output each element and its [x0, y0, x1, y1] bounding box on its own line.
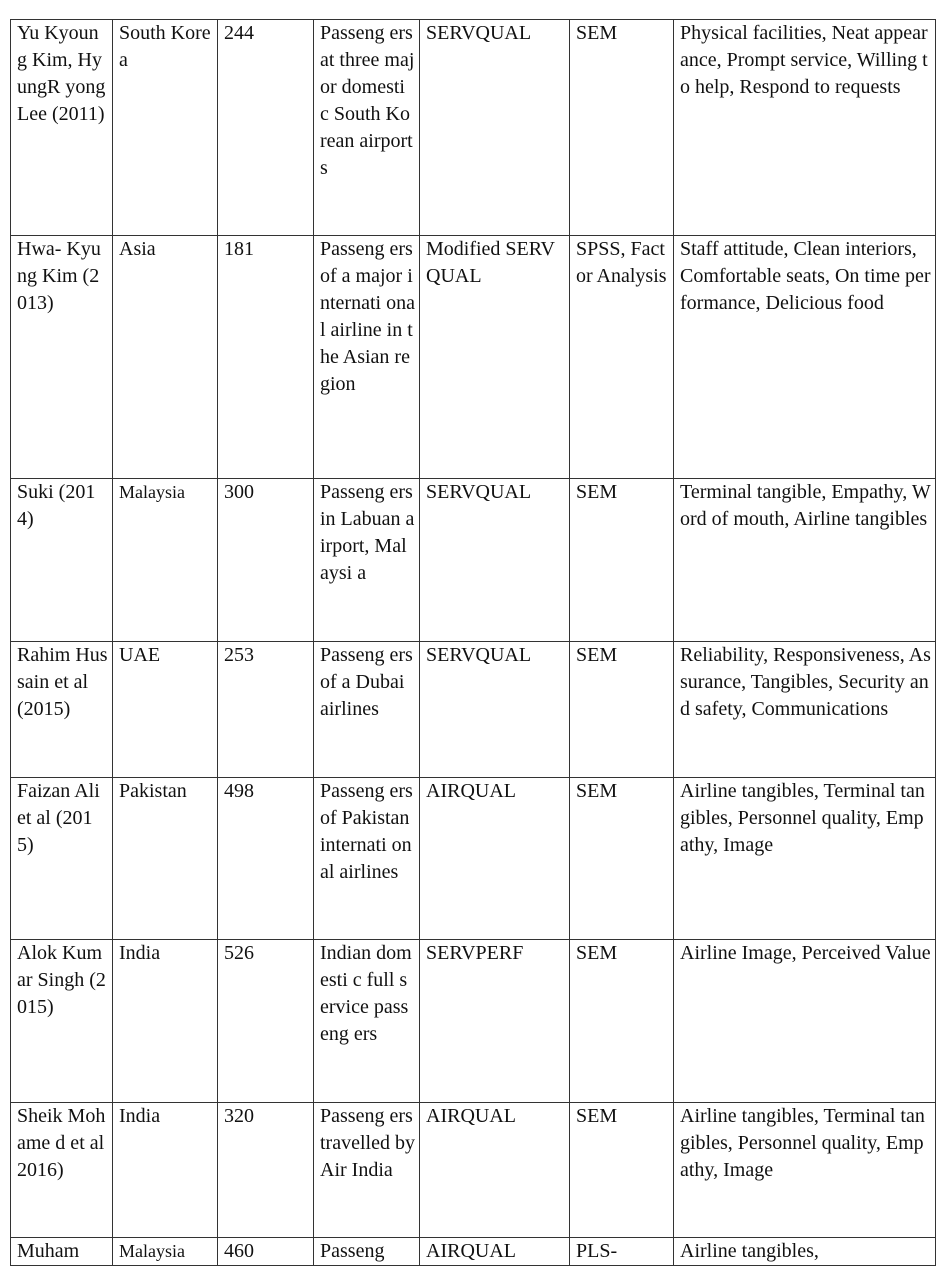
country-cell: India — [113, 1103, 218, 1238]
sample-size-cell: 253 — [218, 642, 314, 778]
table-row — [11, 20, 936, 236]
model-cell: AIRQUAL — [420, 778, 570, 940]
sample-size-cell: 526 — [218, 940, 314, 1103]
dimensions-cell: Physical facilities, Neat appearance, Prompt service, Willing to help, Respond to requests — [674, 20, 936, 236]
model-cell: AIRQUAL — [420, 1238, 570, 1266]
analysis-tool-cell: SEM — [570, 642, 674, 778]
model-cell: SERVQUAL — [420, 479, 570, 642]
table-row — [11, 1238, 936, 1266]
table-row — [11, 778, 936, 940]
table-row — [11, 642, 936, 778]
analysis-tool-cell: SEM — [570, 778, 674, 940]
model-cell: SERVQUAL — [420, 642, 570, 778]
respondents-cell: Passeng ers travelled by Air India — [314, 1103, 420, 1238]
dimensions-cell: Airline tangibles, — [674, 1238, 936, 1266]
dimensions-cell: Terminal tangible, Empathy, Word of mouth, Airline tangibles — [674, 479, 936, 642]
author-cell: Alok Kumar Singh (2015) — [11, 940, 113, 1103]
model-cell: SERVPERF — [420, 940, 570, 1103]
respondents-cell: Indian domesti c full service passeng ers — [314, 940, 420, 1103]
country-cell: Pakistan — [113, 778, 218, 940]
analysis-tool-cell: SEM — [570, 940, 674, 1103]
sample-size-cell: 320 — [218, 1103, 314, 1238]
country-cell: India — [113, 940, 218, 1103]
table-row — [11, 1103, 936, 1238]
analysis-tool-cell: SEM — [570, 20, 674, 236]
country-cell: Malaysia — [113, 1238, 218, 1266]
respondents-cell: Passeng ers in Labuan airport, Malaysi a — [314, 479, 420, 642]
dimensions-cell: Airline tangibles, Terminal tangibles, Personnel quality, Empathy, Image — [674, 1103, 936, 1238]
country-cell: Malaysia — [113, 479, 218, 642]
table-row — [11, 940, 936, 1103]
author-cell: Muham — [11, 1238, 113, 1266]
table-row — [11, 479, 936, 642]
respondents-cell: Passeng ers of a major internati onal airline in the Asian region — [314, 236, 420, 479]
author-cell: Suki (2014) — [11, 479, 113, 642]
dimensions-cell: Staff attitude, Clean interiors, Comfortable seats, On time performance, Delicious food — [674, 236, 936, 479]
author-cell: Hwa- Kyung Kim (2013) — [11, 236, 113, 479]
sample-size-cell: 460 — [218, 1238, 314, 1266]
model-cell: SERVQUAL — [420, 20, 570, 236]
respondents-cell: Passeng — [314, 1238, 420, 1266]
sample-size-cell: 244 — [218, 20, 314, 236]
analysis-tool-cell: SEM — [570, 1103, 674, 1238]
analysis-tool-cell: SPSS, Factor Analysis — [570, 236, 674, 479]
dimensions-cell: Airline Image, Perceived Value — [674, 940, 936, 1103]
model-cell: Modified SERVQUAL — [420, 236, 570, 479]
country-cell: South Korea — [113, 20, 218, 236]
respondents-cell: Passeng ers at three major domesti c South Korean airports — [314, 20, 420, 236]
model-cell: AIRQUAL — [420, 1103, 570, 1238]
author-cell: Yu Kyoung Kim, HyungR yong Lee (2011) — [11, 20, 113, 236]
country-cell: UAE — [113, 642, 218, 778]
author-cell: Rahim Hussain et al (2015) — [11, 642, 113, 778]
analysis-tool-cell: SEM — [570, 479, 674, 642]
country-cell: Asia — [113, 236, 218, 479]
sample-size-cell: 498 — [218, 778, 314, 940]
dimensions-cell: Reliability, Responsiveness, Assurance, Tangibles, Security and safety, Communications — [674, 642, 936, 778]
table-row — [11, 236, 936, 479]
sample-size-cell: 300 — [218, 479, 314, 642]
author-cell: Sheik Mohame d et al 2016) — [11, 1103, 113, 1238]
literature-review-table — [10, 19, 936, 1266]
respondents-cell: Passeng ers of a Dubai airlines — [314, 642, 420, 778]
analysis-tool-cell: PLS- — [570, 1238, 674, 1266]
author-cell: Faizan Ali et al (2015) — [11, 778, 113, 940]
respondents-cell: Passeng ers of Pakistan internati onal airlines — [314, 778, 420, 940]
dimensions-cell: Airline tangibles, Terminal tangibles, Personnel quality, Empathy, Image — [674, 778, 936, 940]
sample-size-cell: 181 — [218, 236, 314, 479]
